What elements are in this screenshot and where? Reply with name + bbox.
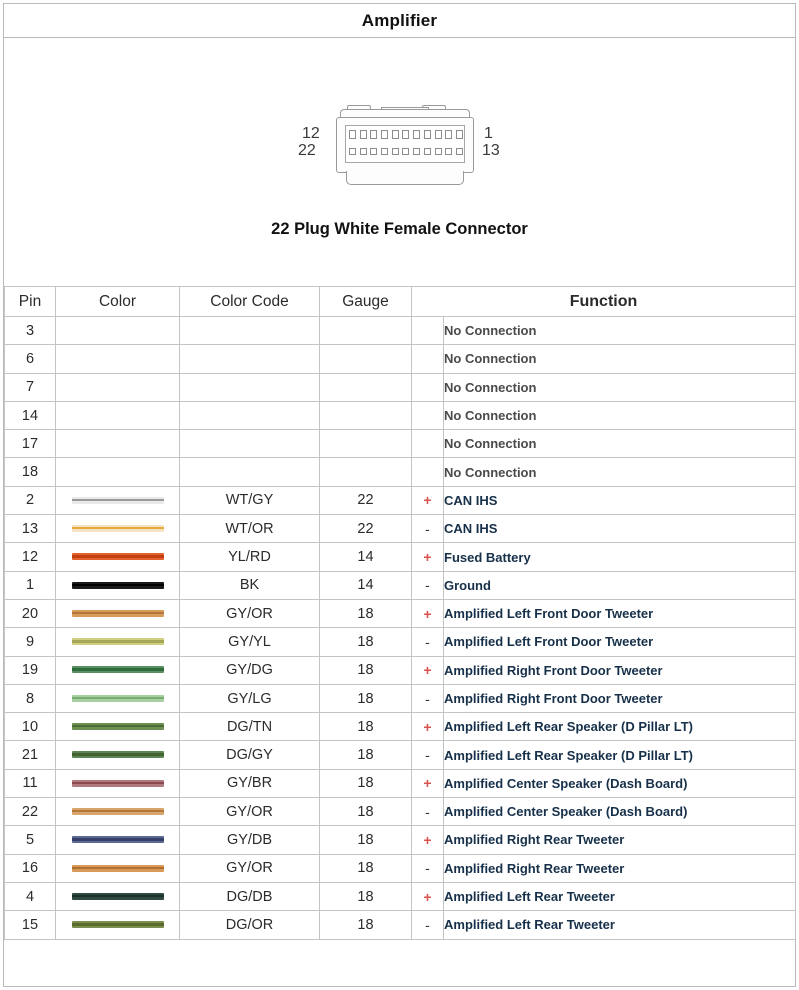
cell-polarity: +: [412, 882, 444, 910]
wire-stripe: [72, 527, 164, 529]
cell-gauge: 18: [320, 656, 412, 684]
connector-pin: [370, 130, 377, 139]
cell-color-code: [180, 401, 320, 429]
cell-pin: 11: [5, 769, 56, 797]
wire-swatch: [72, 723, 164, 730]
cell-color-code: BK: [180, 571, 320, 599]
cell-function: CAN IHS: [444, 515, 796, 543]
cell-polarity: -: [412, 854, 444, 882]
table-row: [5, 741, 796, 769]
table-row: [5, 798, 796, 826]
connector-pin-row-top: [349, 130, 463, 139]
connector-label-bottom-left: 22: [298, 142, 316, 159]
wire-stripe: [72, 668, 164, 670]
cell-pin: 17: [5, 430, 56, 458]
table-row: [5, 599, 796, 627]
wire-stripe: [72, 923, 164, 925]
table-row: [5, 571, 796, 599]
cell-pin: 21: [5, 741, 56, 769]
table-header-row: [5, 287, 796, 317]
wire-swatch: [72, 610, 164, 617]
cell-wire-color: [56, 911, 180, 939]
cell-polarity: [412, 317, 444, 345]
cell-function: No Connection: [444, 317, 796, 345]
cell-gauge: 14: [320, 543, 412, 571]
table-row: [5, 826, 796, 854]
connector-pin: [456, 130, 463, 139]
cell-polarity: +: [412, 486, 444, 514]
wire-stripe: [72, 555, 164, 557]
cell-wire-color: [56, 826, 180, 854]
cell-pin: 20: [5, 599, 56, 627]
connector-pin: [435, 130, 442, 139]
cell-gauge: 22: [320, 515, 412, 543]
cell-polarity: +: [412, 769, 444, 797]
cell-wire-color: [56, 854, 180, 882]
column-header-color: Color: [56, 287, 180, 317]
cell-function: No Connection: [444, 458, 796, 486]
cell-wire-color: [56, 515, 180, 543]
cell-wire-color: [56, 430, 180, 458]
connector-pin: [435, 148, 442, 155]
cell-polarity: +: [412, 826, 444, 854]
cell-color-code: GY/DB: [180, 826, 320, 854]
wire-stripe: [72, 725, 164, 727]
connector-pin-housing: [345, 125, 465, 163]
column-header-function: Function: [412, 287, 796, 317]
cell-color-code: WT/OR: [180, 515, 320, 543]
cell-gauge: 18: [320, 713, 412, 741]
cell-color-code: [180, 373, 320, 401]
connector-pin: [424, 130, 431, 139]
cell-pin: 7: [5, 373, 56, 401]
cell-function: Amplified Left Rear Tweeter: [444, 911, 796, 939]
cell-function: Amplified Center Speaker (Dash Board): [444, 769, 796, 797]
cell-function: Ground: [444, 571, 796, 599]
connector-pin: [402, 130, 409, 139]
cell-color-code: GY/LG: [180, 684, 320, 712]
cell-pin: 8: [5, 684, 56, 712]
connector-pin: [424, 148, 431, 155]
pinout-table: [4, 286, 796, 940]
cell-color-code: GY/OR: [180, 599, 320, 627]
wire-stripe: [72, 782, 164, 784]
connector-pin: [381, 148, 388, 155]
cell-pin: 6: [5, 345, 56, 373]
cell-wire-color: [56, 769, 180, 797]
cell-polarity: [412, 430, 444, 458]
connector-drawing: [296, 105, 511, 195]
table-row: [5, 317, 796, 345]
cell-color-code: YL/RD: [180, 543, 320, 571]
cell-wire-color: [56, 373, 180, 401]
wire-stripe: [72, 697, 164, 699]
wire-stripe: [72, 612, 164, 614]
cell-wire-color: [56, 628, 180, 656]
cell-pin: 18: [5, 458, 56, 486]
cell-function: Amplified Right Rear Tweeter: [444, 826, 796, 854]
cell-pin: 1: [5, 571, 56, 599]
cell-gauge: [320, 345, 412, 373]
wire-swatch: [72, 582, 164, 589]
table-row: [5, 486, 796, 514]
cell-pin: 5: [5, 826, 56, 854]
cell-color-code: [180, 458, 320, 486]
cell-wire-color: [56, 684, 180, 712]
cell-wire-color: [56, 317, 180, 345]
wire-swatch: [72, 780, 164, 787]
cell-polarity: +: [412, 656, 444, 684]
wire-swatch: [72, 893, 164, 900]
table-row: [5, 628, 796, 656]
connector-pin-row-bottom: [349, 148, 463, 155]
wire-stripe: [72, 584, 164, 586]
cell-color-code: [180, 430, 320, 458]
cell-polarity: [412, 458, 444, 486]
cell-function: CAN IHS: [444, 486, 796, 514]
cell-polarity: -: [412, 515, 444, 543]
connector-pin: [445, 148, 452, 155]
table-row: [5, 713, 796, 741]
cell-color-code: DG/TN: [180, 713, 320, 741]
table-row: [5, 401, 796, 429]
table-row: [5, 684, 796, 712]
cell-color-code: GY/OR: [180, 798, 320, 826]
cell-function: Amplified Center Speaker (Dash Board): [444, 798, 796, 826]
cell-wire-color: [56, 571, 180, 599]
cell-polarity: -: [412, 798, 444, 826]
cell-polarity: [412, 345, 444, 373]
wire-swatch: [72, 808, 164, 815]
cell-color-code: WT/GY: [180, 486, 320, 514]
table-row: [5, 854, 796, 882]
connector-caption: 22 Plug White Female Connector: [271, 220, 528, 238]
cell-color-code: GY/YL: [180, 628, 320, 656]
connector-pin: [413, 130, 420, 139]
cell-gauge: 14: [320, 571, 412, 599]
wire-swatch: [72, 638, 164, 645]
column-header-pin: Pin: [5, 287, 56, 317]
cell-gauge: [320, 401, 412, 429]
cell-pin: 12: [5, 543, 56, 571]
connector-pin: [445, 130, 452, 139]
cell-function: Amplified Left Front Door Tweeter: [444, 599, 796, 627]
cell-color-code: GY/BR: [180, 769, 320, 797]
wire-swatch: [72, 751, 164, 758]
wire-stripe: [72, 867, 164, 869]
cell-polarity: -: [412, 628, 444, 656]
wire-swatch: [72, 553, 164, 560]
table-row: [5, 458, 796, 486]
wire-stripe: [72, 499, 164, 501]
connector-pin: [360, 130, 367, 139]
cell-gauge: [320, 430, 412, 458]
cell-function: Amplified Left Front Door Tweeter: [444, 628, 796, 656]
table-row: [5, 373, 796, 401]
cell-function: Amplified Left Rear Speaker (D Pillar LT): [444, 713, 796, 741]
connector-pin: [360, 148, 367, 155]
cell-polarity: +: [412, 543, 444, 571]
connector-label-bottom-right: 13: [482, 142, 500, 159]
cell-pin: 13: [5, 515, 56, 543]
connector-pin: [381, 130, 388, 139]
cell-pin: 3: [5, 317, 56, 345]
cell-color-code: DG/DB: [180, 882, 320, 910]
cell-pin: 22: [5, 798, 56, 826]
cell-polarity: -: [412, 571, 444, 599]
table-row: [5, 882, 796, 910]
cell-function: No Connection: [444, 401, 796, 429]
cell-pin: 15: [5, 911, 56, 939]
table-row: [5, 769, 796, 797]
wire-stripe: [72, 895, 164, 897]
cell-polarity: -: [412, 684, 444, 712]
cell-gauge: 22: [320, 486, 412, 514]
connector-pin: [349, 130, 356, 139]
connector-label-top-right: 1: [484, 125, 493, 142]
cell-function: No Connection: [444, 373, 796, 401]
cell-polarity: -: [412, 911, 444, 939]
cell-color-code: GY/OR: [180, 854, 320, 882]
cell-function: Amplified Right Front Door Tweeter: [444, 656, 796, 684]
connector-illustration: [0, 40, 799, 255]
cell-wire-color: [56, 798, 180, 826]
cell-pin: 16: [5, 854, 56, 882]
cell-polarity: [412, 401, 444, 429]
page-title: Amplifier: [361, 10, 438, 30]
cell-gauge: [320, 317, 412, 345]
cell-gauge: 18: [320, 798, 412, 826]
table-row: [5, 911, 796, 939]
connector-pin: [456, 148, 463, 155]
cell-function: Fused Battery: [444, 543, 796, 571]
cell-wire-color: [56, 486, 180, 514]
cell-pin: 19: [5, 656, 56, 684]
cell-gauge: 18: [320, 769, 412, 797]
cell-function: No Connection: [444, 345, 796, 373]
cell-color-code: [180, 345, 320, 373]
cell-pin: 4: [5, 882, 56, 910]
cell-wire-color: [56, 345, 180, 373]
cell-pin: 2: [5, 486, 56, 514]
cell-polarity: +: [412, 599, 444, 627]
column-header-color-code: Color Code: [180, 287, 320, 317]
wire-stripe: [72, 753, 164, 755]
cell-color-code: DG/OR: [180, 911, 320, 939]
cell-wire-color: [56, 458, 180, 486]
cell-function: Amplified Left Rear Tweeter: [444, 882, 796, 910]
cell-wire-color: [56, 401, 180, 429]
connector-pin: [402, 148, 409, 155]
cell-color-code: GY/DG: [180, 656, 320, 684]
wire-stripe: [72, 838, 164, 840]
cell-function: No Connection: [444, 430, 796, 458]
table-row: [5, 543, 796, 571]
cell-gauge: 18: [320, 882, 412, 910]
cell-pin: 9: [5, 628, 56, 656]
wire-swatch: [72, 525, 164, 532]
cell-polarity: +: [412, 713, 444, 741]
connector-bottom-shell: [346, 171, 464, 185]
cell-wire-color: [56, 543, 180, 571]
cell-wire-color: [56, 713, 180, 741]
connector-pin: [349, 148, 356, 155]
connector-pin: [370, 148, 377, 155]
cell-wire-color: [56, 656, 180, 684]
cell-color-code: [180, 317, 320, 345]
cell-gauge: 18: [320, 684, 412, 712]
connector-label-top-left: 12: [302, 125, 320, 142]
wire-swatch: [72, 865, 164, 872]
cell-gauge: 18: [320, 826, 412, 854]
cell-function: Amplified Right Front Door Tweeter: [444, 684, 796, 712]
table-row: [5, 656, 796, 684]
page-title-bar: [4, 4, 795, 38]
cell-wire-color: [56, 599, 180, 627]
connector-pin: [392, 130, 399, 139]
pinout-table-body: [5, 317, 796, 940]
cell-gauge: 18: [320, 854, 412, 882]
table-row: [5, 515, 796, 543]
cell-wire-color: [56, 741, 180, 769]
wire-swatch: [72, 921, 164, 928]
cell-gauge: [320, 373, 412, 401]
table-row: [5, 345, 796, 373]
cell-gauge: [320, 458, 412, 486]
cell-polarity: -: [412, 741, 444, 769]
connector-pin: [413, 148, 420, 155]
cell-polarity: [412, 373, 444, 401]
wire-stripe: [72, 640, 164, 642]
wire-stripe: [72, 810, 164, 812]
cell-color-code: DG/GY: [180, 741, 320, 769]
connector-pin: [392, 148, 399, 155]
cell-wire-color: [56, 882, 180, 910]
cell-function: Amplified Right Rear Tweeter: [444, 854, 796, 882]
cell-gauge: 18: [320, 599, 412, 627]
cell-gauge: 18: [320, 911, 412, 939]
column-header-gauge: Gauge: [320, 287, 412, 317]
cell-pin: 10: [5, 713, 56, 741]
cell-pin: 14: [5, 401, 56, 429]
wire-swatch: [72, 666, 164, 673]
cell-function: Amplified Left Rear Speaker (D Pillar LT): [444, 741, 796, 769]
table-row: [5, 430, 796, 458]
cell-gauge: 18: [320, 741, 412, 769]
wire-swatch: [72, 497, 164, 504]
wire-swatch: [72, 695, 164, 702]
wire-swatch: [72, 836, 164, 843]
cell-gauge: 18: [320, 628, 412, 656]
